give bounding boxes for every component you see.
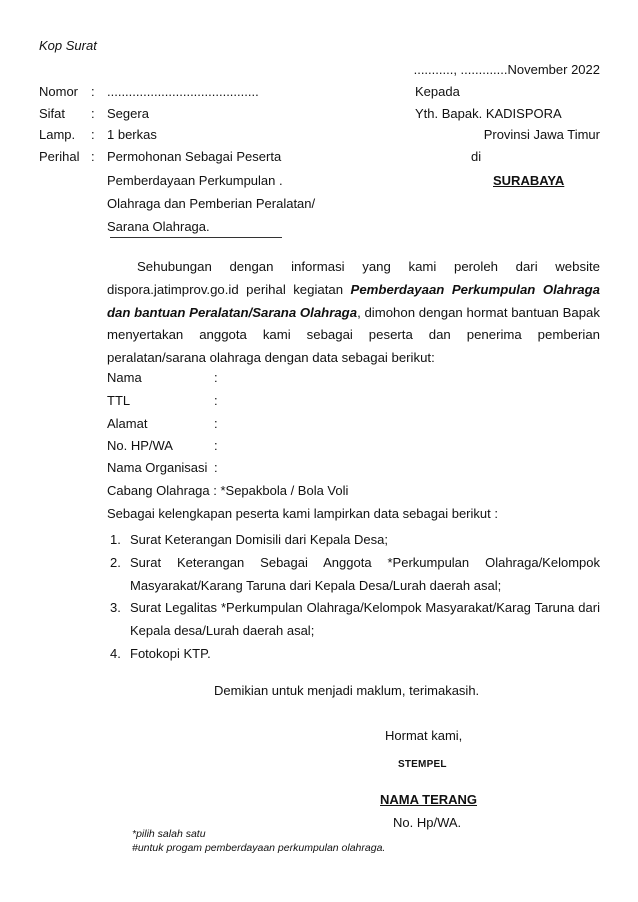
nama-terang: NAMA TERANG [380,792,478,807]
field-organisasi-colon: : [214,460,218,475]
lampiran-num-1: 1. [110,532,121,547]
perihal-line-1: Permohonan Sebagai Peserta [107,149,282,164]
lampiran-item-2 [110,552,600,598]
field-nama-colon: : [214,370,218,385]
body-text-c: , dimohon dengan hormat bantuan Bapak menyertakan anggota kami sebagai peserta dan penerima pemberian peralatan/sarana olahraga dengan data sebagai berikut: [107,304,600,366]
nomor-label: Nomor [39,84,79,99]
lampiran-num-2: 2. [110,555,121,570]
cabang-olahraga: Cabang Olahraga : *Sepakbola / Bola Voli [107,483,349,498]
lampiran-text-2: Surat Keterangan Sebagai Anggota *Perkumpulan Olahraga/Kelompok Masyarakat/Karang Taruna dari Kepala Desa/Lurah daerah asal; [130,555,600,593]
field-alamat-label: Alamat [107,416,148,431]
lampiran-item-4 [110,643,600,666]
nomor-colon: : [91,84,95,99]
field-hp-colon: : [214,438,218,453]
field-alamat-colon: : [214,416,218,431]
kop-surat: Kop Surat [39,38,97,53]
field-nama-label: Nama [107,370,142,385]
sifat-value: Segera [107,106,149,121]
recipient-di: di [471,149,482,164]
recipient-city: SURABAYA [493,173,565,188]
no-hp-wa: No. Hp/WA. [393,815,462,830]
body-text-program: Pemberdayaan Perkumpulan Olahraga dan bantuan Peralatan/Sarana Olahraga [107,281,600,320]
lampiran-num-4: 4. [110,646,121,661]
perihal-line-2: Pemberdayaan Perkumpulan . [107,173,283,188]
perihal-colon: : [91,149,95,164]
recipient-yth: Yth. Bapak. KADISPORA [415,106,562,121]
field-ttl-colon: : [214,393,218,408]
sifat-colon: : [91,106,95,121]
perihal-line-3: Olahraga dan Pemberian Peralatan/ [107,196,316,211]
kepada-label: Kepada [415,84,460,99]
field-hp-label: No. HP/WA [107,438,173,453]
footnote-pilih: *pilih salah satu [132,828,206,840]
perihal-underline [110,237,282,238]
field-organisasi-label: Nama Organisasi [107,460,208,475]
body-text-a: Sehubungan dengan informasi yang kami peroleh dari website dispora.jatimprov.go.id perihal kegiatan [107,259,600,297]
letter-date: ..........., .............November 2022 [413,62,600,77]
lampiran-num-3: 3. [110,600,121,615]
lamp-value: 1 berkas [107,127,157,142]
perihal-line-4: Sarana Olahraga. [107,219,210,234]
body-paragraph [107,256,600,370]
stempel-label: STEMPEL [398,759,447,770]
lamp-colon: : [91,127,95,142]
nomor-value: .......................................... [107,84,259,99]
footnote-program: #untuk progam pemberdayaan perkumpulan olahraga. [132,842,386,854]
lampiran-intro: Sebagai kelengkapan peserta kami lampirkan data sebagai berikut : [107,506,498,521]
lampiran-item-3 [110,597,600,643]
lampiran-text-4: Fotokopi KTP. [130,646,211,661]
sifat-label: Sifat [39,106,66,121]
lampiran-item-1 [110,529,600,552]
lampiran-text-3: Surat Legalitas *Perkumpulan Olahraga/Kelompok Masyarakat/Karag Taruna dari Kepala desa/Lurah daerah asal; [130,600,600,638]
hormat-kami: Hormat kami, [385,728,463,743]
recipient-province: Provinsi Jawa Timur [483,127,600,142]
lamp-label: Lamp. [39,127,76,142]
field-ttl-label: TTL [107,393,131,408]
perihal-label: Perihal [39,149,80,164]
lampiran-text-1: Surat Keterangan Domisili dari Kepala Desa; [130,532,388,547]
closing-text: Demikian untuk menjadi maklum, terimakasih. [214,683,480,698]
